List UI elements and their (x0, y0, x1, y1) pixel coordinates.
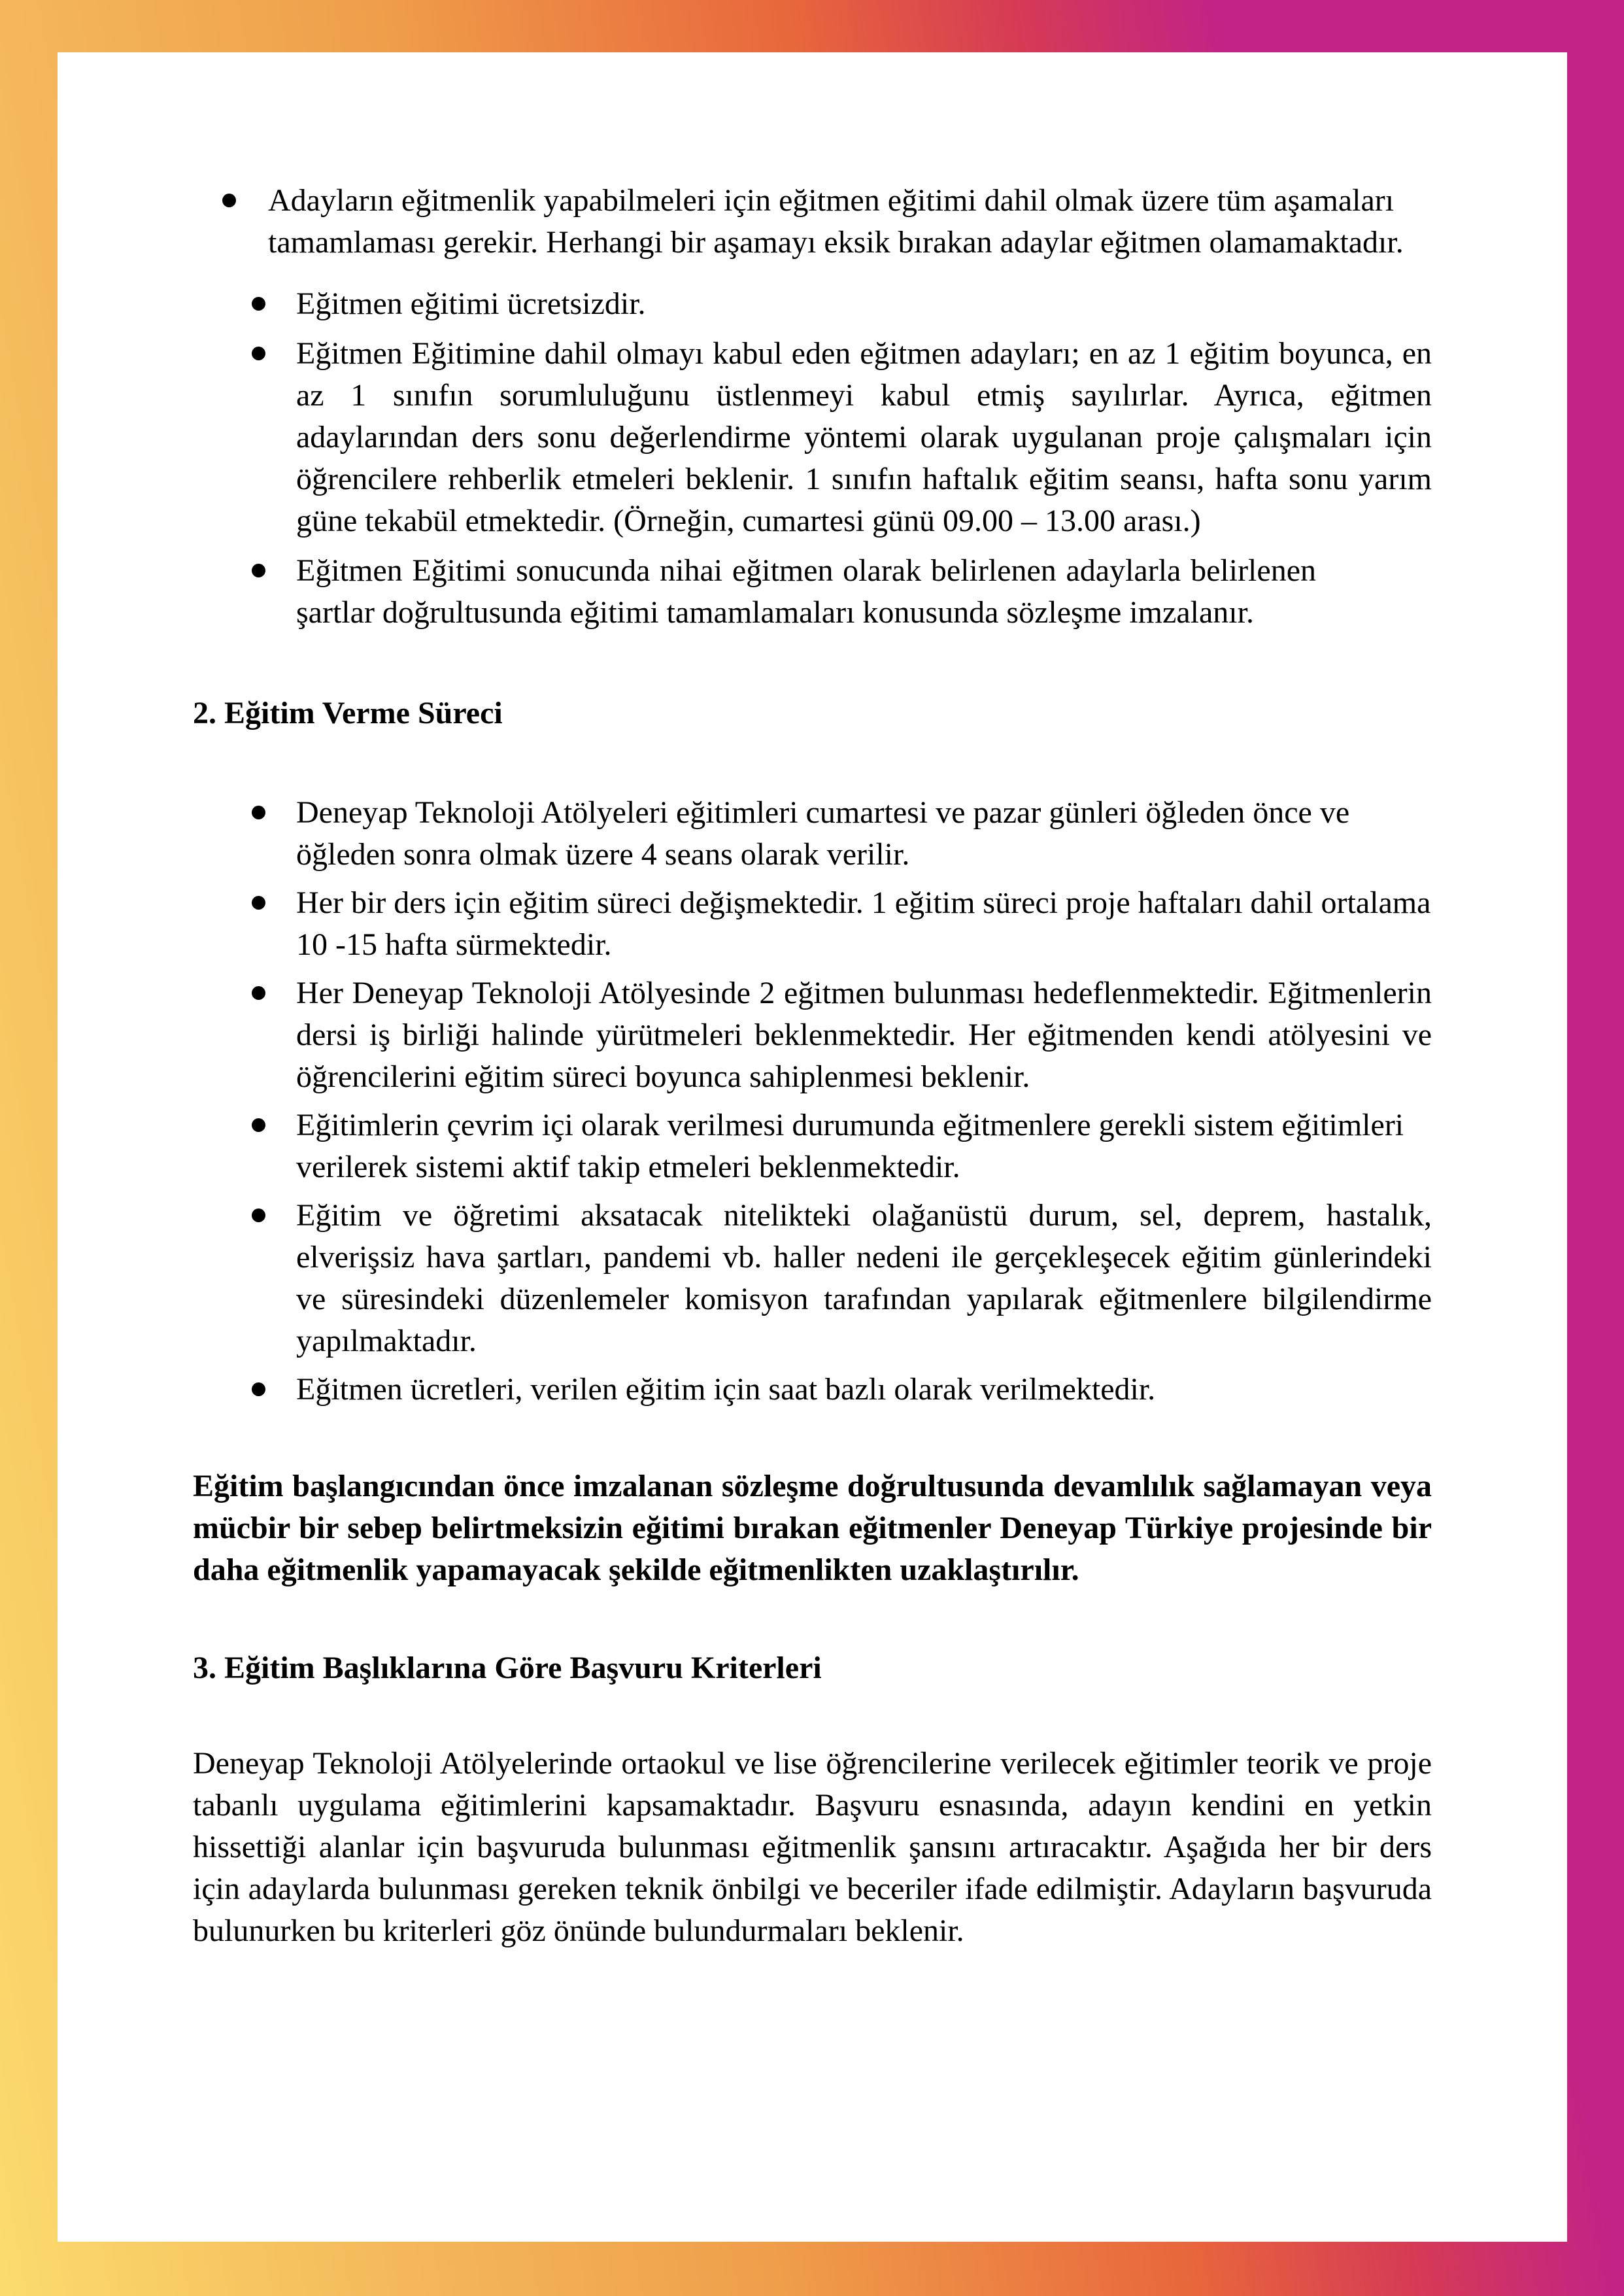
bullet-icon (252, 986, 265, 1000)
list-item (193, 180, 1432, 264)
bullet-icon (252, 1382, 265, 1396)
bullet-icon (222, 194, 236, 207)
bullet-icon (252, 1208, 265, 1222)
list-item-text: Eğitmen eğitimi ücretsizdir. (296, 286, 646, 321)
list-item (193, 283, 1432, 325)
intro-list (193, 180, 1432, 264)
list-item (193, 1105, 1432, 1188)
list-item (193, 792, 1432, 876)
intro-sub-list (193, 283, 1432, 634)
warning-paragraph: Eğitim başlangıcından önce imzalanan sözleşme doğrultusunda devamlılık sağlamayan veya mücbir bir sebep belirtmeksizin eğitimi bırakan eğitmenler Deneyap Türkiye projesinde bir daha eğitmenlik yapamayacak şekilde eğitmenlikten uzaklaştırılır. (193, 1469, 1432, 1587)
bullet-icon (252, 806, 265, 819)
section-2-heading: 2. Eğitim Verme Süreci (193, 696, 503, 730)
list-item-text: Eğitmen Eğitimine dahil olmayı kabul eden eğitmen adayları; en az 1 eğitim boyunca, en az 1 sınıfın sorumluluğunu üstlenmeyi kabul etmiş sayılırlar. Ayrıca, eğitmen adaylarından ders sonu değerlendirme yöntemi olarak uygulanan proje çalışmaları için öğrencilere rehberlik etmeleri beklenir. 1 sınıfın haftalık eğitim seansı, hafta sonu yarım güne tekabül etmektedir. (Örneğin, cumartesi günü 09.00 – 13.00 arası.) (296, 336, 1432, 538)
list-item-text: Adayların eğitmenlik yapabilmeleri için eğitmen eğitimi dahil olmak üzere tüm aşamaları tamamlaması gerekir. Herhangi bir aşamayı eksik bırakan adaylar eğitmen olamamaktadır. (268, 183, 1404, 260)
list-item-text: Her Deneyap Teknoloji Atölyesinde 2 eğitmen bulunması hedeflenmektedir. Eğitmenlerin dersi iş birliği halinde yürütmeleri beklenmektedir. Her eğitmenden kendi atölyesini ve öğrencilerini eğitim süreci boyunca sahiplenmesi beklenir. (296, 976, 1432, 1094)
bullet-icon (252, 347, 265, 360)
section-2-list (193, 792, 1432, 1411)
list-item (193, 333, 1432, 542)
list-item (193, 972, 1432, 1098)
list-item-text: Eğitmen Eğitimi sonucunda nihai eğitmen olarak belirlenen adaylarla belirlenen şartlar doğrultusunda eğitimi tamamlamaları konusunda sözleşme imzalanır. (296, 553, 1316, 630)
bullet-icon (252, 896, 265, 910)
document-page (58, 52, 1567, 2242)
list-item-text: Her bir ders için eğitim süreci değişmektedir. 1 eğitim süreci proje haftaları dahil ortalama 10 -15 hafta sürmektedir. (296, 885, 1431, 962)
list-item (193, 1369, 1432, 1411)
list-item-text: Eğitmen ücretleri, verilen eğitim için saat bazlı olarak verilmektedir. (296, 1372, 1156, 1407)
bullet-icon (252, 297, 265, 311)
bullet-icon (252, 1118, 265, 1132)
list-item (193, 550, 1316, 634)
list-item (193, 1195, 1432, 1362)
list-item-text: Eğitimlerin çevrim içi olarak verilmesi durumunda eğitmenlere gerekli sistem eğitimleri verilerek sistemi aktif takip etmeleri beklenmektedir. (296, 1108, 1404, 1184)
closing-paragraph: Deneyap Teknoloji Atölyelerinde ortaokul ve lise öğrencilerine verilecek eğitimler teorik ve proje tabanlı uygulama eğitimlerini kapsamaktadır. Başvuru esnasında, adayın kendini en yetkin hissettiği alanlar için başvuruda bulunması eğitmenlik şansını artıracaktır. Aşağıda her bir ders için adaylarda bulunması gereken teknik önbilgi ve beceriler ifade edilmiştir. Adayların başvuruda bulunurken bu kriterleri göz önünde bulundurmaları beklenir. (193, 1746, 1432, 1948)
section-3-heading: 3. Eğitim Başlıklarına Göre Başvuru Kriterleri (193, 1651, 822, 1685)
list-item-text: Eğitim ve öğretimi aksatacak nitelikteki olağanüstü durum, sel, deprem, hastalık, elverişsiz hava şartları, pandemi vb. haller nedeni ile gerçekleşecek eğitim günlerindeki ve süresindeki düzenlemeler komisyon tarafından yapılarak eğitmenlere bilgilendirme yapılmaktadır. (296, 1198, 1432, 1358)
document-content (58, 52, 1567, 1952)
list-item-text: Deneyap Teknoloji Atölyeleri eğitimleri cumartesi ve pazar günleri öğleden önce ve öğleden sonra olmak üzere 4 seans olarak verilir. (296, 795, 1350, 872)
bullet-icon (252, 564, 265, 577)
list-item (193, 882, 1432, 966)
